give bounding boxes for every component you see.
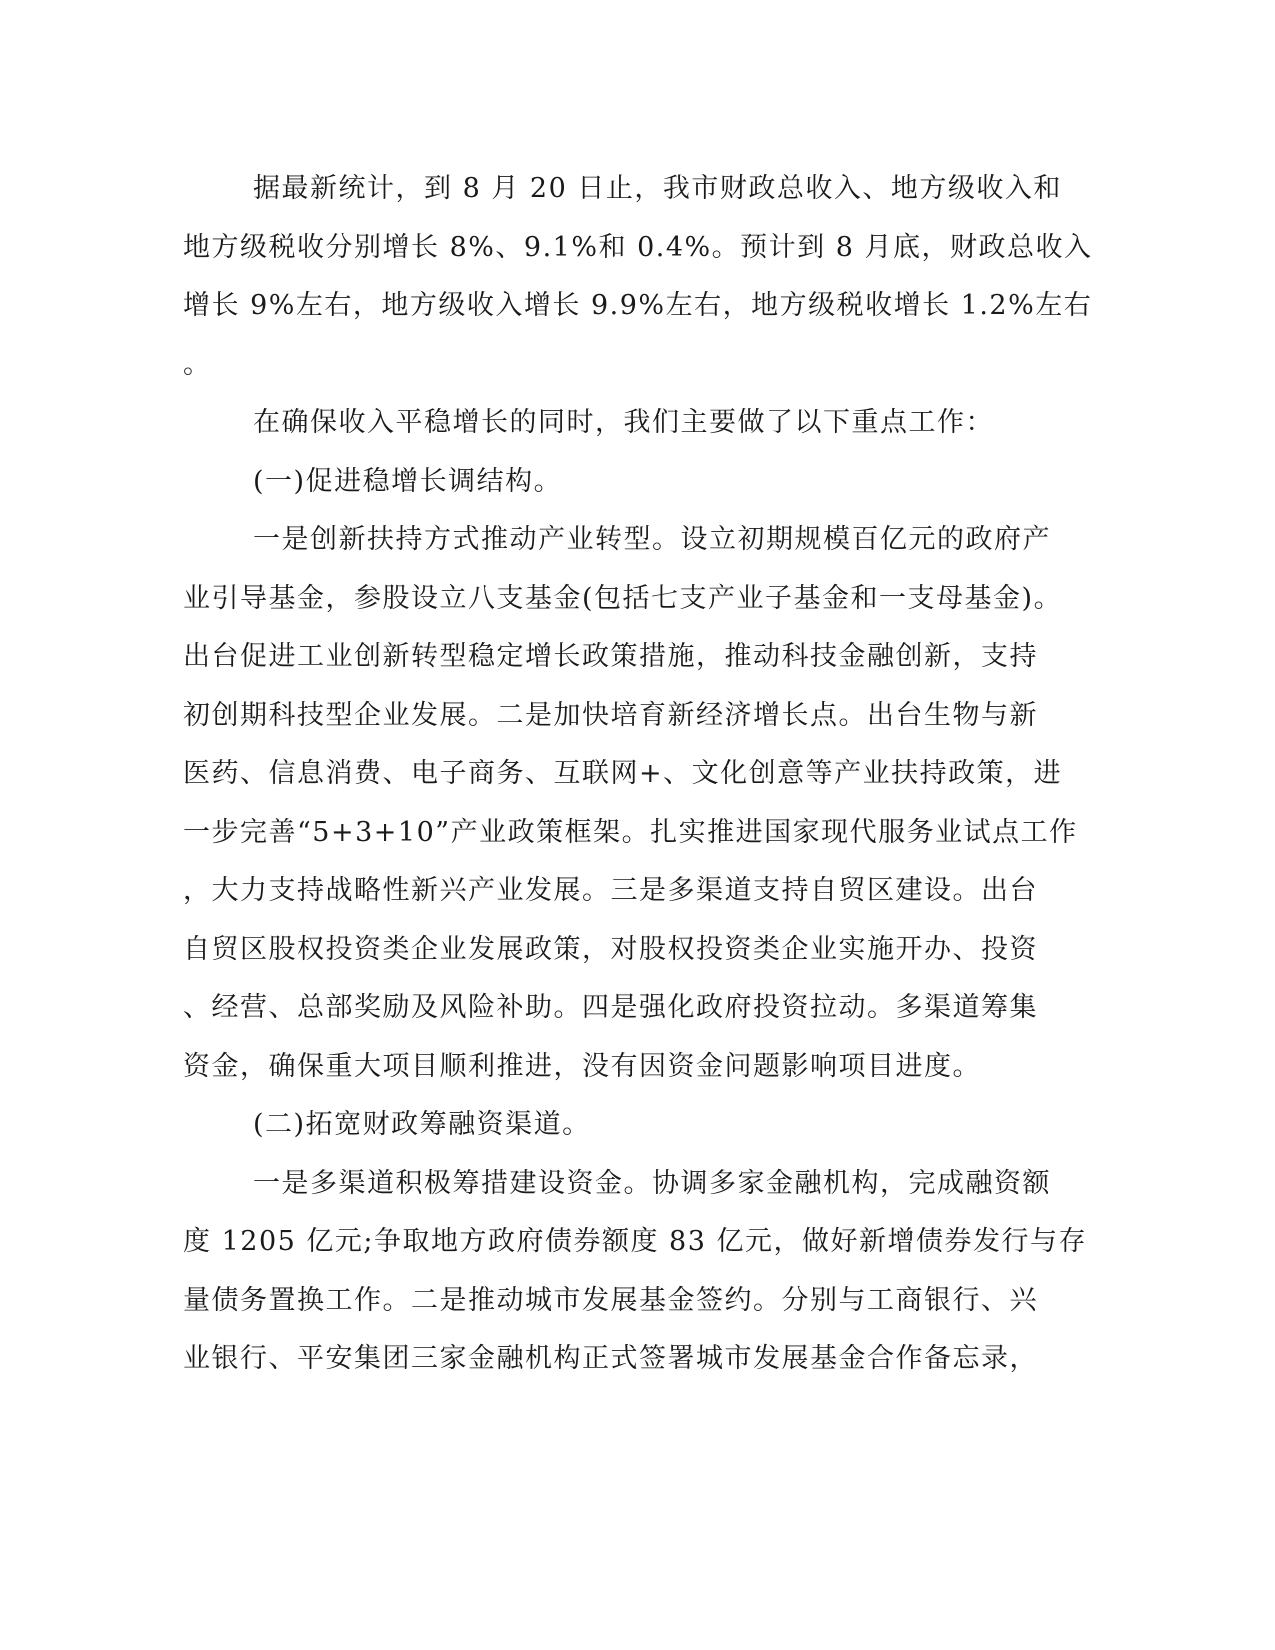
section-heading: (一)促进稳增长调结构。 bbox=[253, 465, 563, 497]
text-line: 一步完善“5+3+10”产业政策框架。扎实推进国家现代服务业试点工作 bbox=[183, 816, 1078, 848]
text-line: 一是多渠道积极筹措建设资金。协调多家金融机构，完成融资额 bbox=[253, 1167, 1051, 1199]
text-line: 度 1205 亿元;争取地方政府债券额度 83 亿元，做好新增债券发行与存 bbox=[183, 1226, 1087, 1257]
text-line: 、经营、总部奖励及风险补助。四是强化政府投资拉动。多渠道筹集 bbox=[183, 992, 1038, 1023]
text-line: 医药、信息消费、电子商务、互联网+、文化创意等产业扶持政策，进 bbox=[183, 758, 1063, 789]
text-line: 增长 9%左右，地方级收入增长 9.9%左右，地方级税收增长 1.2%左右 bbox=[183, 290, 1093, 321]
section-heading: (二)拓宽财政筹融资渠道。 bbox=[253, 1109, 591, 1140]
text-line: 出台促进工业创新转型稳定增长政策措施，推动科技金融创新，支持 bbox=[183, 641, 1038, 672]
text-line: 一是创新扶持方式推动产业转型。设立初期规模百亿元的政府产 bbox=[253, 524, 1051, 555]
document-body bbox=[183, 160, 1093, 1389]
text-line: 量债务置换工作。二是推动城市发展基金签约。分别与工商银行、兴 bbox=[183, 1284, 1038, 1316]
text-line: 在确保收入平稳增长的同时，我们主要做了以下重点工作： bbox=[253, 407, 994, 438]
text-line: ，大力支持战略性新兴产业发展。三是多渠道支持自贸区建设。出台 bbox=[183, 875, 1038, 906]
text-line: 业银行、平安集团三家金融机构正式签署城市发展基金合作备忘录， bbox=[183, 1343, 1038, 1374]
text-line: 据最新统计，到 8 月 20 日止，我市财政总收入、地方级收入和 bbox=[253, 173, 1062, 204]
text-line: 业引导基金，参股设立八支基金(包括七支产业子基金和一支母基金)。 bbox=[183, 582, 1063, 614]
text-line: 。 bbox=[183, 348, 212, 380]
text-line: 自贸区股权投资类企业发展政策，对股权投资类企业实施开办、投资 bbox=[183, 933, 1038, 965]
text-line: 资金，确保重大项目顺利推进，没有因资金问题影响项目进度。 bbox=[183, 1050, 981, 1082]
text-line: 初创期科技型企业发展。二是加快培育新经济增长点。出台生物与新 bbox=[183, 699, 1038, 731]
text-line: 地方级税收分别增长 8%、9.1%和 0.4%。预计到 8 月底，财政总收入 bbox=[183, 231, 1093, 263]
